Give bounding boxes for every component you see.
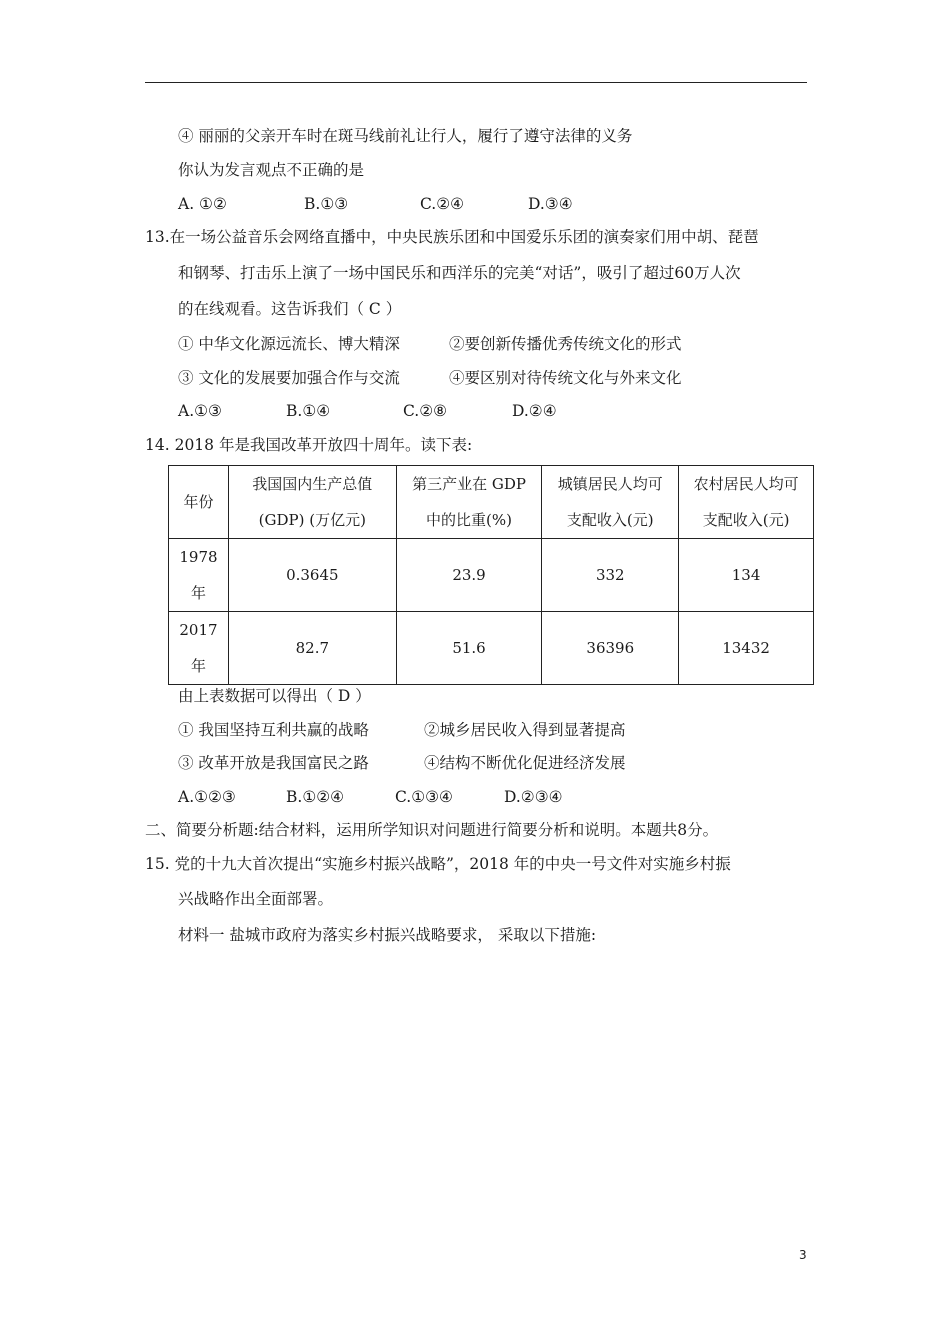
q15-material-1: 材料一 盐城市政府为落实乡村振兴战略要求， 采取以下措施: [178, 926, 597, 944]
q12-option-a: A. ①② [178, 195, 227, 213]
q14-conclusion: 由上表数据可以得出（ D ） [178, 687, 371, 705]
q13-item-1: ① 中华文化源远流长、博大精深 [178, 335, 400, 353]
cell-urban: 332 [542, 539, 679, 612]
cell-rural: 134 [679, 539, 814, 612]
q14-option-c: C.①③④ [395, 788, 453, 806]
table-row [169, 612, 814, 685]
cell-rural: 13432 [679, 612, 814, 685]
q12-item-4: ④ 丽丽的父亲开车时在斑马线前礼让行人，履行了遵守法律的义务 [178, 127, 633, 145]
q14-item-1: ① 我国坚持互利共赢的战略 [178, 721, 369, 739]
gdp-income-table [168, 465, 814, 685]
q13-option-c: C.②⑧ [403, 402, 448, 420]
q12-prompt: 你认为发言观点不正确的是 [178, 161, 365, 179]
q13-option-a: A.①③ [178, 402, 222, 420]
cell-gdp: 82.7 [228, 612, 396, 685]
section-2-heading: 二、简要分析题:结合材料，运用所学知识对问题进行简要分析和说明。本题共8分。 [145, 821, 719, 839]
q12-option-c: C.②④ [420, 195, 465, 213]
table-header-row [169, 466, 814, 539]
q12-option-b: B.①③ [304, 195, 349, 213]
page-number: 3 [799, 1248, 807, 1262]
q13-line-2: 和钢琴、打击乐上演了一场中国民乐和西洋乐的完美“对话”，吸引了超过60万人次 [178, 264, 741, 282]
q13-option-b: B.①④ [286, 402, 331, 420]
q14-option-d: D.②③④ [504, 788, 563, 806]
q14-item-2: ②城乡居民收入得到显著提高 [424, 721, 626, 739]
header-year: 年份 [169, 466, 229, 539]
header-urban-income: 城镇居民人均可 支配收入(元) [542, 466, 679, 539]
q14-option-a: A.①②③ [178, 788, 236, 806]
q14-item-4: ④结构不断优化促进经济发展 [424, 754, 626, 772]
cell-gdp: 0.3645 [228, 539, 396, 612]
cell-year: 1978 年 [169, 539, 229, 612]
cell-year: 2017 年 [169, 612, 229, 685]
cell-urban: 36396 [542, 612, 679, 685]
q13-item-3: ③ 文化的发展要加强合作与交流 [178, 369, 400, 387]
cell-tertiary: 23.9 [396, 539, 542, 612]
q15-line-2: 兴战略作出全面部署。 [178, 890, 334, 908]
q13-item-2: ②要创新传播优秀传统文化的形式 [449, 335, 682, 353]
table-row [169, 539, 814, 612]
header-rule [145, 82, 807, 83]
q14-item-3: ③ 改革开放是我国富民之路 [178, 754, 369, 772]
q13-option-d: D.②④ [512, 402, 557, 420]
q13-item-4: ④要区别对待传统文化与外来文化 [449, 369, 682, 387]
q13-line-3: 的在线观看。这告诉我们（ C ） [178, 300, 402, 318]
header-tertiary-share: 第三产业在 GDP 中的比重(%) [396, 466, 542, 539]
q14-option-b: B.①②④ [286, 788, 345, 806]
header-gdp: 我国国内生产总值 (GDP) (万亿元) [228, 466, 396, 539]
cell-tertiary: 51.6 [396, 612, 542, 685]
q14-intro: 14. 2018 年是我国改革开放四十周年。读下表: [145, 436, 473, 454]
q13-line-1: 13.在一场公益音乐会网络直播中，中央民族乐团和中国爱乐乐团的演奏家们用中胡、琵琶 [145, 228, 759, 246]
q12-option-d: D.③④ [528, 195, 573, 213]
q15-line-1: 15. 党的十九大首次提出“实施乡村振兴战略”，2018 年的中央一号文件对实施乡村振 [145, 855, 731, 873]
header-rural-income: 农村居民人均可 支配收入(元) [679, 466, 814, 539]
